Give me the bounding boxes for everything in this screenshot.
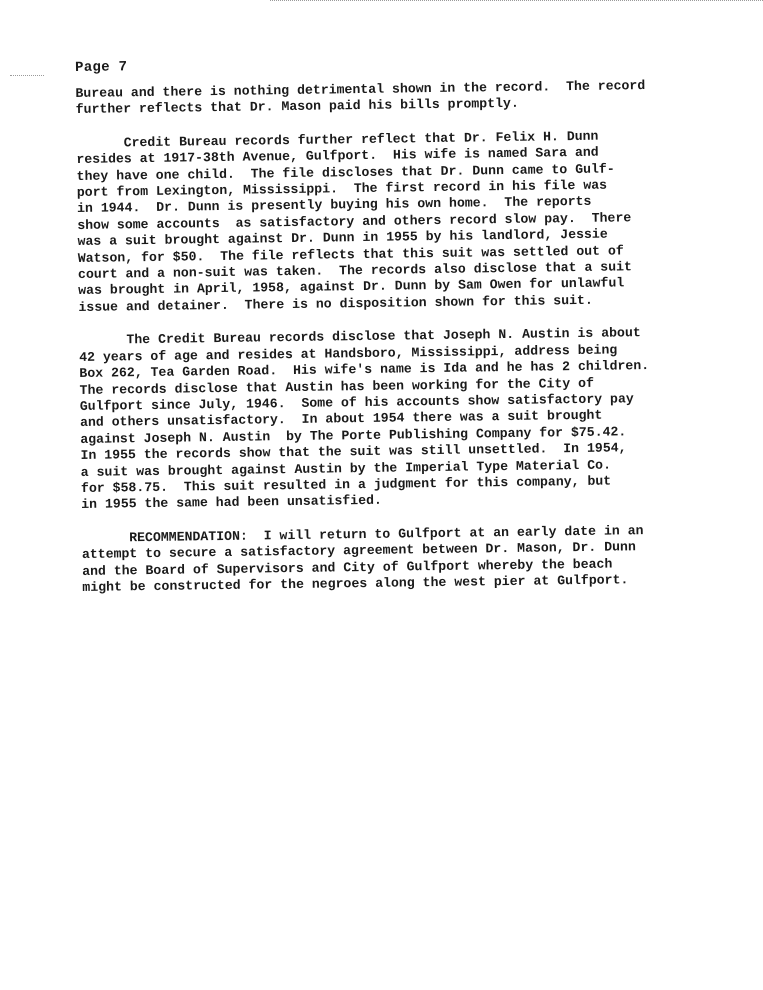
page-number-label: Page 7 bbox=[75, 59, 128, 76]
paragraph-mason-record: Bureau and there is nothing detrimental shown in the record. The record further reflects that Dr. Mason paid his bills promptly. bbox=[75, 78, 646, 118]
paragraph-austin-record: The Credit Bureau records disclose that Joseph N. Austin is about 42 years of age and resides at Handsboro, Mississippi, address being Box 262, Tea Garden Road. His wife's name is Ida and he has 2 children. The records disclose that Austin has been working for the City of Gulfport since July, 1946. Some of his accounts show satisfactory pay and others unsatisfactory. In about 1954 there was a suit brought against Joseph N. Austin by The Porte Publishing Company for $75.42. In 1955 the records show that the suit was still unsettled. In 1954, a suit was brought against Austin by the Imperial Type Material Co. for $58.75. This suit resulted in a judgment for this company, but in 1955 the same had been unsatisfied. bbox=[78, 325, 650, 513]
margin-mark bbox=[10, 75, 44, 76]
document-page bbox=[75, 51, 733, 613]
paragraph-recommendation: RECOMMENDATION: I will return to Gulfport at an early date in an attempt to secure a satisfactory agreement between Dr. Mason, Dr. Dunn and the Board of Supervisors and City of Gulfport whereby the beach might be constructed for the negroes along the west pier at Gulfport. bbox=[81, 522, 644, 595]
scan-edge-dots bbox=[270, 0, 763, 2]
paragraph-dunn-record: Credit Bureau records further reflect that Dr. Felix H. Dunn resides at 1917-38th Avenue, Gulfport. His wife is named Sara and they have one child. The file discloses that Dr. Dunn came to Gulf- port from Lexington, Mississippi. The first record in his file was in 1944. Dr. Dunn is presently buying his own home. The reports show some accounts as satisfactory and others record slow pay. There was a suit brought against Dr. Dunn in 1955 by his landlord, Jessie Watson, for $50. The file reflects that this suit was settled out of court and a non-suit was taken. The records also disclose that a suit was brought in April, 1958, against Dr. Dunn by Sam Owen for unlawful issue and detainer. There is no disposition shown for this suit. bbox=[76, 128, 633, 315]
